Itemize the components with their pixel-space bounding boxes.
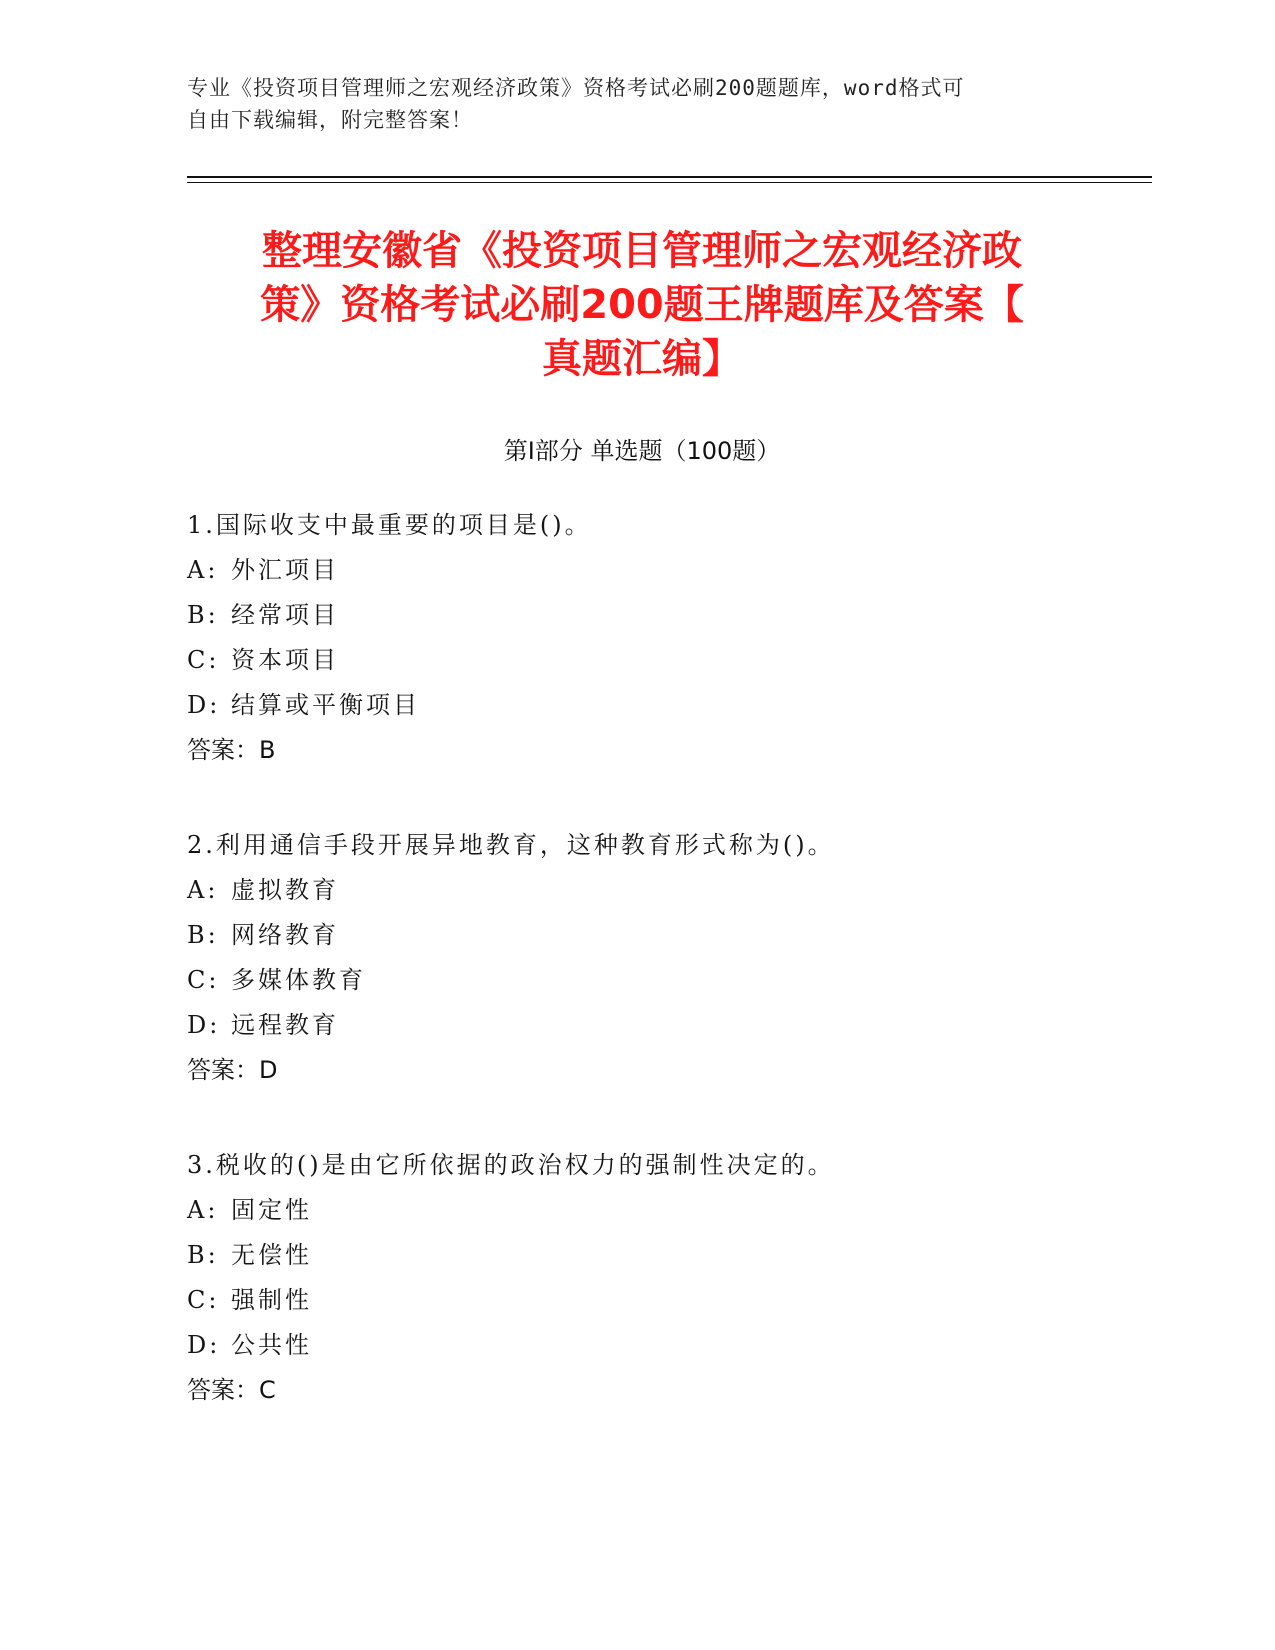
- option-text: 远程教育: [231, 1011, 339, 1039]
- option-d: [187, 1003, 1107, 1048]
- option-a: [187, 1188, 1107, 1233]
- option-a: [187, 868, 1107, 913]
- option-key: D:: [187, 1331, 221, 1359]
- option-text: 经常项目: [231, 601, 339, 629]
- option-b: [187, 913, 1107, 958]
- option-b: [187, 593, 1107, 638]
- option-text: 固定性: [231, 1196, 312, 1224]
- option-key: D:: [187, 1011, 221, 1039]
- question-stem: 2.利用通信手段开展异地教育，这种教育形式称为()。: [187, 831, 835, 859]
- option-text: 强制性: [231, 1286, 312, 1314]
- option-d: [187, 1323, 1107, 1368]
- question-stem: 1.国际收支中最重要的项目是()。: [187, 511, 592, 539]
- option-text: 网络教育: [231, 921, 339, 949]
- option-key: C:: [187, 966, 220, 994]
- question-stem: 3.税收的()是由它所依据的政治权力的强制性决定的。: [187, 1151, 835, 1179]
- option-c: [187, 638, 1107, 683]
- option-text: 无偿性: [231, 1241, 312, 1269]
- option-key: B:: [187, 601, 219, 629]
- header-divider-thick: [187, 176, 1152, 178]
- option-text: 多媒体教育: [231, 966, 366, 994]
- document-title: [187, 224, 1097, 386]
- option-text: 结算或平衡项目: [231, 691, 420, 719]
- option-text: 虚拟教育: [231, 876, 339, 904]
- option-key: C:: [187, 1286, 220, 1314]
- option-key: B:: [187, 1241, 219, 1269]
- option-c: [187, 958, 1107, 1003]
- option-key: A:: [187, 1196, 219, 1224]
- option-d: [187, 683, 1107, 728]
- header-note: [187, 72, 1077, 136]
- option-c: [187, 1278, 1107, 1323]
- option-b: [187, 1233, 1107, 1278]
- option-a: [187, 548, 1107, 593]
- question-3: [187, 1143, 1107, 1413]
- document-title-line-3: 真题汇编】: [542, 336, 742, 382]
- header-divider-thin: [187, 182, 1152, 183]
- option-key: B:: [187, 921, 219, 949]
- document-title-line-2: 策》资格考试必刷200题王牌题库及答案【: [260, 282, 1024, 328]
- question-1: [187, 503, 1107, 773]
- option-key: D:: [187, 691, 221, 719]
- answer: 答案：C: [187, 1376, 276, 1404]
- option-text: 资本项目: [231, 646, 339, 674]
- option-key: A:: [187, 876, 219, 904]
- document-title-line-1: 整理安徽省《投资项目管理师之宏观经济政: [262, 228, 1022, 274]
- option-key: C:: [187, 646, 220, 674]
- header-note-line-1: 专业《投资项目管理师之宏观经济政策》资格考试必刷200题题库，word格式可: [187, 76, 965, 100]
- question-2: [187, 823, 1107, 1093]
- option-text: 外汇项目: [231, 556, 339, 584]
- section-title: 第Ⅰ部分 单选题（100题）: [503, 437, 781, 465]
- answer: 答案：D: [187, 1056, 278, 1084]
- header-note-line-2: 自由下载编辑，附完整答案！: [187, 108, 473, 132]
- answer: 答案：B: [187, 736, 276, 764]
- option-text: 公共性: [231, 1331, 312, 1359]
- option-key: A:: [187, 556, 219, 584]
